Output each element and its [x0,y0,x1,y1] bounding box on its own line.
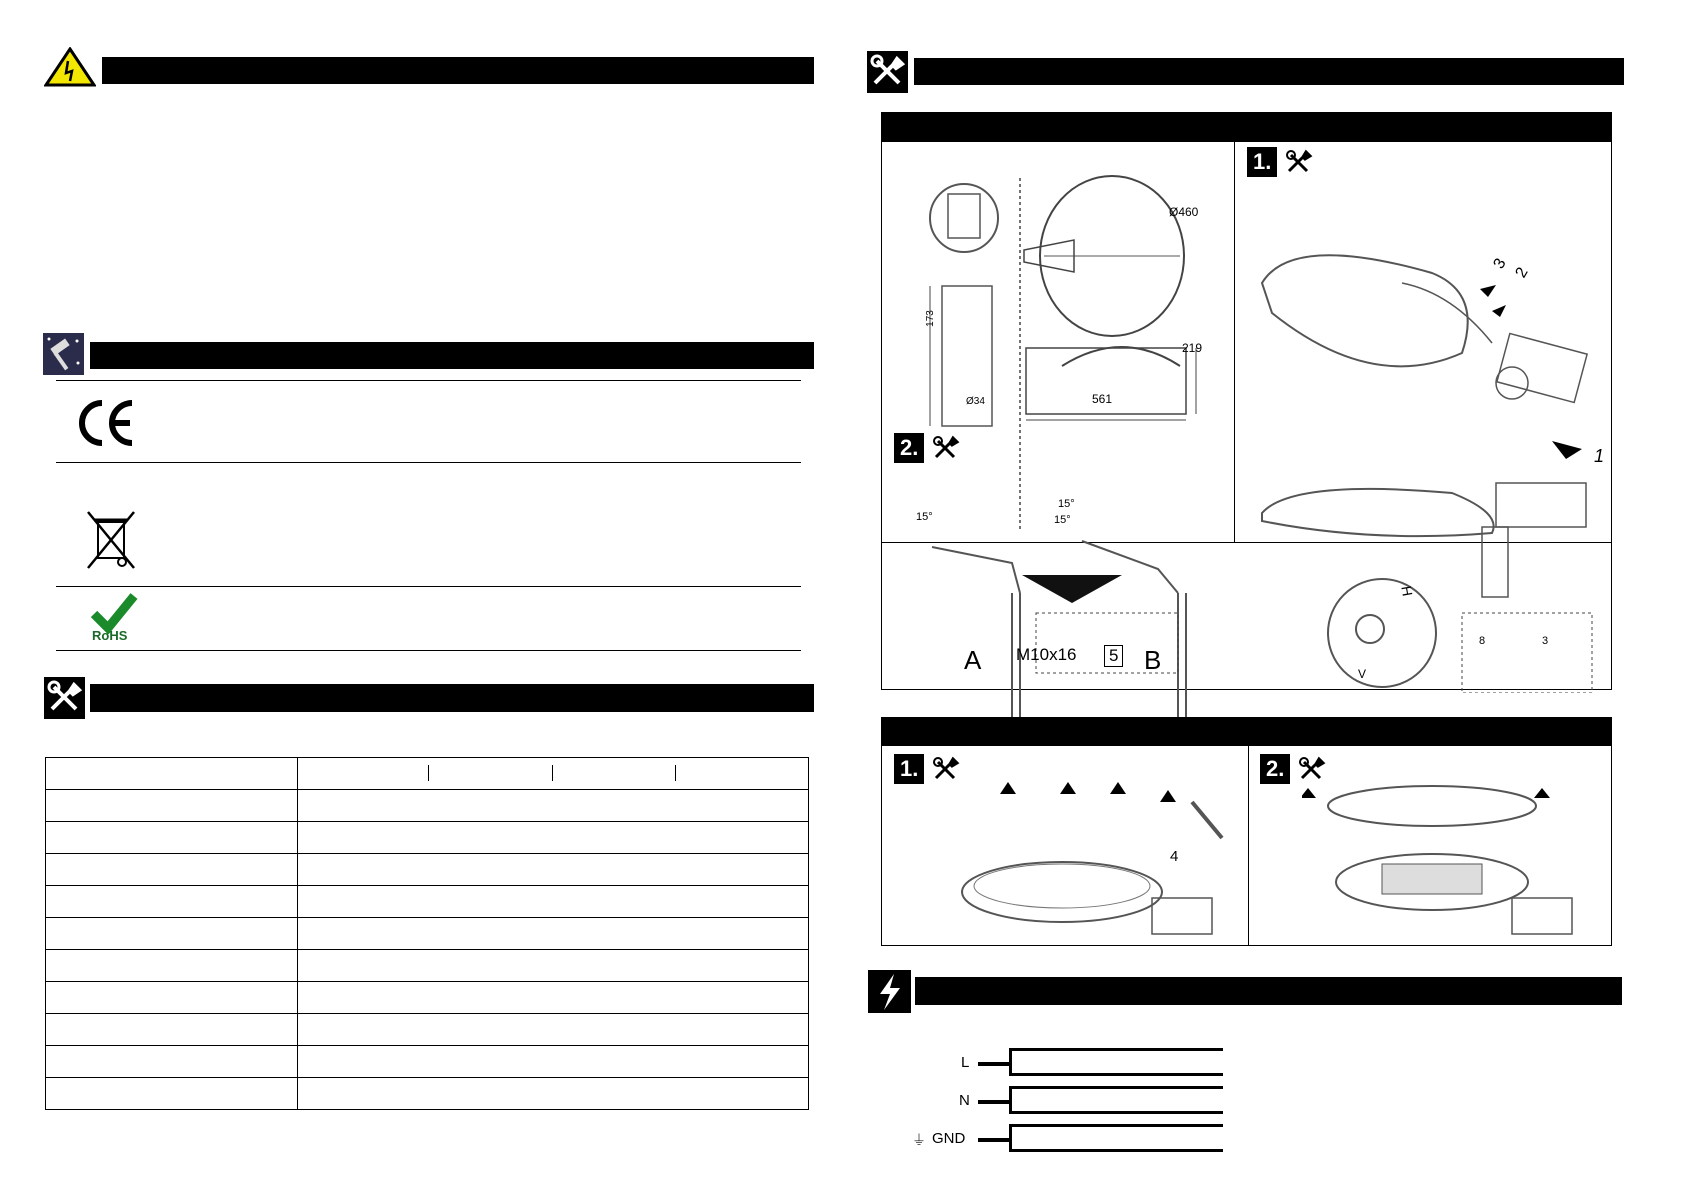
terminal-gnd-lead [978,1138,1011,1142]
divider [56,586,801,587]
step-number: 1. [1247,147,1277,177]
terminal-label-n: N [959,1092,970,1109]
weee-bin-icon [84,508,140,572]
install-step-2 [894,433,960,463]
angle-label-b-bottom: 15° [1054,514,1071,526]
installation-section-header [914,58,1624,85]
side-diameter-label: Ø34 [966,396,985,407]
table-header-row [46,758,809,790]
safety-section-header [102,57,814,84]
terminal-n-block [1009,1086,1223,1114]
tools-icon [1296,754,1326,784]
table-row [46,1014,809,1046]
rohs-check-icon [88,592,140,644]
pole-a-label: A [964,645,982,675]
tilt-label-v: V [1358,667,1367,681]
arrow-label-2: 2 [1512,264,1532,281]
table-row [46,1046,809,1078]
law-gavel-icon [43,333,84,375]
tools-icon [930,754,960,784]
maintenance-panel [881,717,1612,946]
step-number: 2. [894,433,924,463]
ground-symbol-icon: ⏚ [912,1132,926,1148]
divider [56,650,801,651]
terminal-label-l: L [961,1054,970,1071]
wiring-section-header [915,977,1622,1005]
terminal-gnd-block [1009,1124,1223,1152]
tool-count-3: 3 [1542,635,1549,647]
terminal-label-gnd: GND [932,1130,966,1147]
table-row [46,950,809,982]
high-voltage-warning-icon [44,47,96,87]
hex-key-label: 4 [1170,848,1179,865]
table-row [46,1078,809,1110]
side-height-label: 173 [924,310,936,327]
hex-key-label: 5 [1104,645,1123,667]
divider [56,380,801,381]
table-row [46,918,809,950]
height-label: 219 [1182,341,1203,355]
panel-vertical-divider [1234,142,1235,542]
installation-panel [881,112,1612,690]
rohs-label: RoHS [92,628,128,643]
table-row [46,854,809,886]
specifications-table [45,757,809,1110]
installation-panel-header [882,113,1611,142]
pole-b-label: B [1144,645,1162,675]
table-row [46,886,809,918]
tools-icon [867,51,908,93]
tools-icon [1283,147,1313,177]
ce-mark-icon [74,395,138,451]
specifications-section-header [90,684,814,712]
tilt-adjustment-drawing [1252,473,1602,693]
maintenance-step-1 [894,754,960,784]
angle-label-a: 15° [916,511,933,523]
step-number: 2. [1260,754,1290,784]
electrical-icon [868,970,911,1013]
cover-lift-drawing [1302,782,1602,942]
tools-icon [44,677,85,719]
step-number: 1. [894,754,924,784]
tools-icon [930,433,960,463]
terminal-l-lead [978,1062,1011,1066]
diameter-label: Ø460 [1169,205,1199,219]
cover-removal-drawing [952,782,1242,942]
install-step-1 [1247,147,1313,177]
angle-label-b-top: 15° [1058,498,1075,510]
table-row [46,982,809,1014]
luminaire-mounting-drawing [1252,193,1605,493]
certification-section-header [90,342,814,369]
terminal-n-lead [978,1100,1011,1104]
table-row [46,790,809,822]
arrow-label-3: 3 [1490,255,1510,272]
maintenance-panel-header [882,718,1611,746]
maintenance-step-2 [1260,754,1326,784]
terminal-l-block [1009,1048,1223,1076]
tool-count-8: 8 [1479,635,1486,647]
divider [56,462,801,463]
screw-size-label: M10x16 [1016,645,1077,664]
tilt-label-h: H [1398,584,1416,598]
arrow-label-1: 1 [1594,446,1605,466]
table-row [46,822,809,854]
panel-vertical-divider [1248,746,1249,946]
length-label: 561 [1092,392,1113,406]
